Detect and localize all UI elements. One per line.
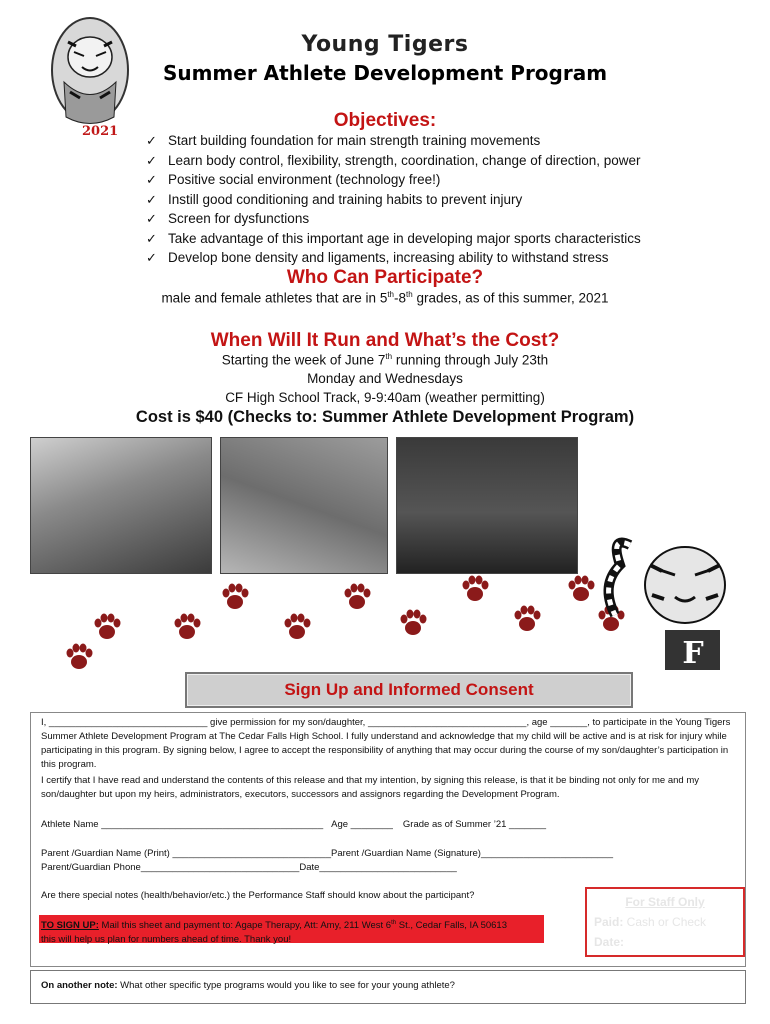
objective-item: ✓ Start building foundation for main strength training movements: [146, 131, 706, 151]
objectives-heading: Objectives:: [333, 110, 437, 131]
parent-signature-field[interactable]: Parent /Guardian Name (Signature)_________________________: [330, 848, 614, 859]
athlete-name-field[interactable]: Athlete Name __________________________________________: [41, 819, 324, 830]
paw-print-icon: [342, 582, 372, 612]
another-note: On another note: What other specific type programs would you like to see for your young athlete?: [41, 980, 455, 991]
when-days: Monday and Wednesdays: [307, 371, 463, 386]
staff-date-label: Date:: [594, 935, 625, 949]
when-dates: Starting the week of June 7th running through July 23th: [221, 352, 549, 368]
paw-print-icon: [460, 574, 490, 604]
check-icon: ✓: [146, 172, 157, 187]
photo-squat-drill: [220, 437, 388, 574]
certify-paragraph: I certify that I have read and understand the contents of this release and that my intention, by signing this release, is that it be binding not only for me and my son/daughter but upon my heirs, administrators, executors, successors and assignors regarding the Development Program.: [41, 775, 699, 800]
objective-item: ✓ Positive social environment (technology free!): [146, 170, 706, 190]
age-field[interactable]: Age ________: [331, 819, 393, 830]
paw-print-icon: [172, 612, 202, 642]
grade-field[interactable]: Grade as of Summer ’21 _______: [402, 819, 547, 830]
objective-item: ✓ Take advantage of this important age in developing major sports characteristics: [146, 229, 706, 249]
svg-text:F: F: [682, 636, 704, 671]
when-location: CF High School Track, 9-9:40am (weather permitting): [225, 390, 545, 405]
photo-group-training: [30, 437, 212, 574]
special-notes-question: Are there special notes (health/behavior/etc.) the Performance Staff should know about the participant?: [41, 890, 475, 901]
parent-phone-line: [41, 861, 735, 875]
objective-item: ✓ Instill good conditioning and training habits to prevent injury: [146, 190, 706, 210]
parent-phone-field[interactable]: Parent/Guardian Phone______________________________: [41, 862, 300, 873]
objectives-list: [146, 131, 706, 268]
paw-print-icon: [92, 612, 122, 642]
staff-paid-line: Paid: Cash or Check: [594, 915, 707, 929]
tiger-mascot-illustration: [590, 525, 740, 675]
title-program: Summer Athlete Development Program: [162, 61, 608, 85]
staff-only-title: For Staff Only: [625, 895, 705, 909]
consent-title: Sign Up and Informed Consent: [284, 680, 534, 699]
check-icon: ✓: [146, 230, 157, 246]
date-field[interactable]: Date__________________________: [299, 862, 457, 873]
when-heading: When Will It Run and What’s the Cost?: [210, 330, 560, 351]
paw-print-icon: [398, 608, 428, 638]
consent-paragraph: I, ______________________________ give permission for my son/daughter, ______________________________, age _______, to participate in the Young Tigers Summer Athlete Development Program at The Cedar Falls High School. I fully understand and acknowledge that my child will be active and is at risk for injury while participating in this program. By signing below, I agree to accept the responsibility of anything that may occur during the course of my son/daughter’s participation in this program.: [41, 717, 731, 770]
who-heading: Who Can Participate?: [286, 267, 484, 288]
objective-item: ✓ Develop bone density and ligaments, increasing ability to withstand stress: [146, 248, 706, 268]
paw-print-icon: [512, 604, 542, 634]
parent-name-line: [41, 847, 735, 861]
objective-item: ✓ Screen for dysfunctions: [146, 209, 706, 229]
cost-line: Cost is $40 (Checks to: Summer Athlete Development Program): [135, 408, 635, 426]
signup-instructions: TO SIGN UP: Mail this sheet and payment to: Agape Therapy, Att: Amy, 211 West 6th St., Cedar Falls, IA 50613 this will help us plan for numbers ahead of time. Thank you!: [41, 920, 508, 946]
paw-print-icon: [282, 612, 312, 642]
title-young-tigers: Young Tigers: [301, 32, 469, 57]
check-icon: ✓: [146, 250, 157, 265]
photo-athletes-medicine-balls: [396, 437, 578, 574]
who-text: male and female athletes that are in 5th-8th grades, as of this summer, 2021: [161, 290, 609, 306]
check-icon: ✓: [146, 211, 157, 226]
objective-item: ✓ Learn body control, flexibility, strength, coordination, change of direction, power: [146, 151, 706, 171]
parent-name-print-field[interactable]: Parent /Guardian Name (Print) ______________________________: [41, 848, 331, 859]
paw-print-icon: [64, 642, 94, 672]
paw-print-icon: [220, 582, 250, 612]
athlete-info-line: [41, 818, 735, 832]
check-icon: ✓: [146, 152, 157, 168]
check-icon: ✓: [146, 133, 157, 148]
check-icon: ✓: [146, 191, 157, 207]
consent-banner: [185, 672, 633, 708]
logo-year: 2021: [82, 124, 119, 139]
